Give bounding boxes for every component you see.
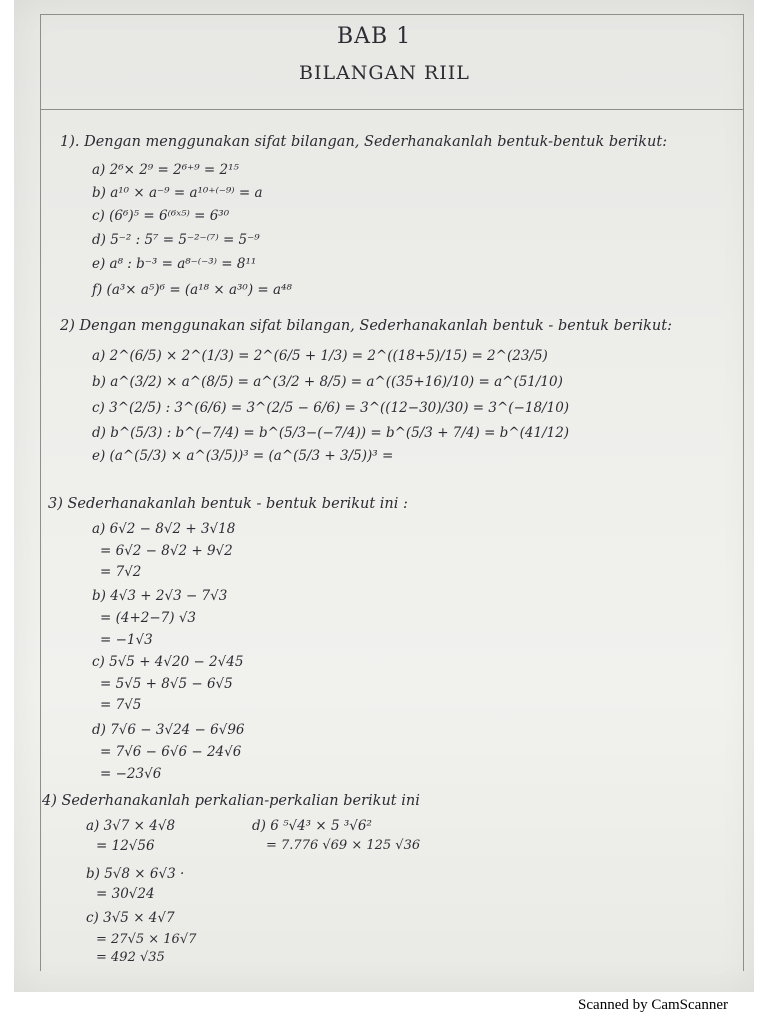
q2-line-c: c) 3^(2/5) : 3^(6/6) = 3^(2/5 − 6/6) = 3^((12−30)/30) = 3^(−18/10) xyxy=(92,400,570,416)
q4-b-line-1: b) 5√8 × 6√3 · xyxy=(86,866,185,882)
q4-d-line-1: d) 6 ⁵√4³ × 5 ³√6² xyxy=(252,818,372,834)
q4-a-line-1: a) 3√7 × 4√8 xyxy=(86,818,176,834)
q1-title: 1). Dengan menggunakan sifat bilangan, Sederhanakanlah bentuk-bentuk berikut: xyxy=(60,134,668,150)
topic-heading: BILANGAN RIIL xyxy=(299,62,470,84)
scanned-paper xyxy=(14,0,754,992)
q1-line-c: c) (6⁶)⁵ = 6⁽⁶ˣ⁵⁾ = 6³⁰ xyxy=(92,208,230,224)
q2-line-e: e) (a^(5/3) × a^(3/5))³ = (a^(5/3 + 3/5))³ = xyxy=(92,448,394,464)
q3-b-line-1: b) 4√3 + 2√3 − 7√3 xyxy=(92,588,228,604)
q3-c-line-1: c) 5√5 + 4√20 − 2√45 xyxy=(92,654,244,670)
q3-a-line-2: = 6√2 − 8√2 + 9√2 xyxy=(100,543,233,559)
q4-c-line-2: = 27√5 × 16√7 xyxy=(96,932,197,947)
q4-title: 4) Sederhanakanlah perkalian-perkalian berikut ini xyxy=(42,793,420,809)
q4-c-line-1: c) 3√5 × 4√7 xyxy=(86,910,175,926)
q2-title: 2) Dengan menggunakan sifat bilangan, Sederhanakanlah bentuk - bentuk berikut: xyxy=(60,318,672,334)
q2-line-a: a) 2^(6/5) × 2^(1/3) = 2^(6/5 + 1/3) = 2^((18+5)/15) = 2^(23/5) xyxy=(92,348,548,364)
q3-a-line-3: = 7√2 xyxy=(100,564,142,580)
q1-line-b: b) a¹⁰ × a⁻⁹ = a¹⁰⁺⁽⁻⁹⁾ = a xyxy=(92,185,263,201)
q2-line-b: b) a^(3/2) × a^(8/5) = a^(3/2 + 8/5) = a^((35+16)/10) = a^(51/10) xyxy=(92,374,563,390)
q3-c-line-3: = 7√5 xyxy=(100,697,142,713)
q3-a-line-1: a) 6√2 − 8√2 + 3√18 xyxy=(92,521,236,537)
q4-d-line-2: = 7.776 √69 × 125 √36 xyxy=(266,838,421,853)
chapter-heading: BAB 1 xyxy=(337,24,412,49)
q3-b-line-2: = (4+2−7) √3 xyxy=(100,610,197,626)
q3-title: 3) Sederhanakanlah bentuk - bentuk berikut ini : xyxy=(48,496,408,512)
q3-d-line-2: = 7√6 − 6√6 − 24√6 xyxy=(100,744,242,760)
q3-c-line-2: = 5√5 + 8√5 − 6√5 xyxy=(100,676,233,692)
q4-c-line-3: = 492 √35 xyxy=(96,950,165,965)
q1-line-f: f) (a³× a⁵)⁶ = (a¹⁸ × a³⁰) = a⁴⁸ xyxy=(92,282,292,298)
scanner-footer xyxy=(0,994,768,1024)
q2-line-d: d) b^(5/3) : b^(−7/4) = b^(5/3−(−7/4)) = b^(5/3 + 7/4) = b^(41/12) xyxy=(92,425,570,441)
q1-line-e: e) a⁸ : b⁻³ = a⁸⁻⁽⁻³⁾ = 8¹¹ xyxy=(92,256,257,272)
q4-b-line-2: = 30√24 xyxy=(96,886,155,902)
q4-a-line-2: = 12√56 xyxy=(96,838,155,854)
header-divider xyxy=(41,109,743,110)
q1-line-a: a) 2⁶× 2⁹ = 2⁶⁺⁹ = 2¹⁵ xyxy=(92,162,239,178)
scanner-watermark: Scanned by CamScanner xyxy=(578,997,728,1013)
q1-line-d: d) 5⁻² : 5⁷ = 5⁻²⁻⁽⁷⁾ = 5⁻⁹ xyxy=(92,232,260,248)
q3-d-line-3: = −23√6 xyxy=(100,766,162,782)
q3-d-line-1: d) 7√6 − 3√24 − 6√96 xyxy=(92,722,245,738)
q3-b-line-3: = −1√3 xyxy=(100,632,153,648)
